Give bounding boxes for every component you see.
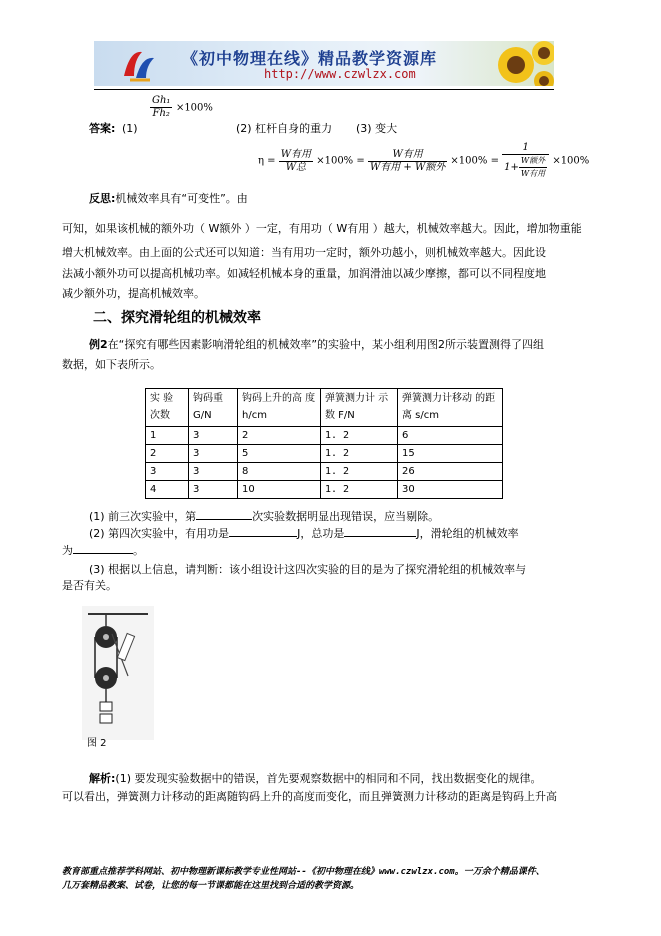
section-title: 二、探究滑轮组的机械效率 [93, 310, 261, 326]
example-line-2: 数据，如下表所示。 [62, 358, 161, 371]
q2-text-e: 。 [133, 544, 144, 557]
question-1 [89, 508, 439, 525]
table-header-row [146, 389, 503, 427]
q1-answer-blank[interactable] [196, 508, 252, 520]
pulley-system-figure [82, 606, 154, 740]
example-text: 在“探究有哪些因素影响滑轮组的机械效率”的实验中，某小组利用图2所示装置测得了四组 [107, 338, 545, 351]
q1-text-b: 次实验数据明显出现错误，应当剔除。 [252, 510, 440, 523]
table-header-cell: 钩码上升的高 度 h/cm [238, 389, 321, 427]
q2-efficiency-blank[interactable] [73, 542, 133, 554]
table-cell: 4 [146, 481, 189, 499]
analysis-label: 解析: [89, 772, 116, 785]
table-header-cell: 钩码重 G/N [189, 389, 238, 427]
table-cell: 26 [398, 463, 503, 481]
question-2 [89, 525, 519, 542]
table-row [146, 481, 503, 499]
q2-text-d: 为 [62, 544, 73, 557]
formula1-tail: ×100% [175, 102, 213, 114]
answer-part1-number: (1) [122, 122, 138, 135]
reflection-intro [89, 191, 248, 207]
reflection-line-2: 增大机械效率。由上面的公式还可以知道：当有用功一定时，额外功越小，则机械效率越大。因此设 [62, 246, 546, 259]
q2-text-b: J，总功是 [297, 527, 345, 540]
q2-total-work-blank[interactable] [344, 525, 416, 537]
answer-part2: (2) 杠杆自身的重力 [236, 122, 333, 135]
table-cell: 2 [238, 427, 321, 445]
answer-label: 答案: [89, 122, 116, 135]
example-line-1 [89, 337, 544, 353]
f3-den-one-plus: 1+ [504, 162, 519, 173]
example-label: 例2 [89, 338, 108, 351]
table-header-cell: 实 验 次数 [146, 389, 189, 427]
q1-text-a: (1) 前三次实验中，第 [89, 510, 197, 523]
table-cell: 3 [189, 481, 238, 499]
question-2-cont [62, 542, 144, 559]
table-cell: 8 [238, 463, 321, 481]
table-header-cell: 弹簧测力计移动 的距离 s/cm [398, 389, 503, 427]
table-cell: 3 [189, 445, 238, 463]
formula1-numerator: Gh₁ [152, 95, 171, 106]
table-row [146, 463, 503, 481]
q2-text-c: J，滑轮组的机械效率 [416, 527, 519, 540]
table-cell: 3 [146, 463, 189, 481]
analysis-line-2: 可以看出，弹簧测力计移动的距离随钩码上升的高度而变化，而且弹簧测力计移动的距离是钩码上升高 [62, 790, 557, 803]
f3-inner-denominator: W有用 [520, 169, 546, 178]
efficiency-formula [258, 142, 589, 180]
figure-caption: 图 2 [87, 738, 107, 749]
f2-denominator: W有用 + W额外 [369, 161, 446, 173]
f1-denominator: W总 [285, 161, 307, 173]
f2-numerator: W有用 [368, 149, 447, 162]
table-cell: 2 [146, 445, 189, 463]
table-cell: 1. 2 [321, 427, 398, 445]
table-cell: 30 [398, 481, 503, 499]
table-cell: 1. 2 [321, 445, 398, 463]
footer-line-1: 教育部重点推荐学科网站、初中物理新课标教学专业性网站--《初中物理在线》www.czwlzx.com。一万余个精品课件、 [62, 867, 545, 877]
answer-part3: (3) 变大 [356, 122, 398, 135]
times-100-3: ×100% [552, 155, 590, 167]
formula1-denominator: Fh₂ [152, 108, 170, 119]
data-table [145, 388, 503, 499]
reflection-line-1: 可知，如果该机械的额外功（ W额外 ）一定，有用功（ W有用 ）越大，机械效率越大。因此，增加物重能 [62, 222, 582, 235]
table-row [146, 445, 503, 463]
times-100-1: ×100% = [316, 155, 365, 167]
table-cell: 6 [398, 427, 503, 445]
header-banner [94, 41, 554, 86]
reflection-line-4: 减少额外功，提高机械效率。 [62, 287, 205, 300]
header-rule [94, 89, 554, 90]
f3-inner-numerator: W额外 [519, 155, 547, 168]
table-cell: 15 [398, 445, 503, 463]
question-3-line-2: 是否有关。 [62, 579, 117, 592]
site-logo-icon [120, 46, 158, 82]
q2-useful-work-blank[interactable] [229, 525, 297, 537]
table-cell: 3 [189, 427, 238, 445]
banner-title: 《初中物理在线》精品教学资源库 [182, 49, 438, 68]
question-3-line-1: (3) 根据以上信息，请判断：该小组设计这四次实验的目的是为了探究滑轮组的机械效率与 [89, 563, 527, 576]
table-header-cell: 弹簧测力计 示数 F/N [321, 389, 398, 427]
q2-text-a: (2) 第四次实验中，有用功是 [89, 527, 230, 540]
table-cell: 1 [146, 427, 189, 445]
analysis-text: (1) 要发现实验数据中的错误，首先要观察数据中的相同和不同，找出数据变化的规律。 [115, 772, 542, 785]
reflection-line-3: 法减小额外功可以提高机械功率。如减轻机械本身的重量，加润滑油以减少摩擦，都可以不同程度地 [62, 267, 546, 280]
table-cell: 1. 2 [321, 481, 398, 499]
f3-numerator: 1 [502, 142, 549, 155]
sunflower-icon [494, 41, 554, 86]
table-cell: 10 [238, 481, 321, 499]
f1-numerator: W有用 [280, 148, 312, 160]
table-cell: 3 [189, 463, 238, 481]
answer-formula [150, 95, 213, 120]
table-row [146, 427, 503, 445]
table-cell: 5 [238, 445, 321, 463]
reflection-text: 机械效率具有“可变性”。由 [115, 192, 248, 205]
banner-url[interactable]: http://www.czwlzx.com [264, 67, 416, 81]
reflection-label: 反思: [89, 192, 116, 205]
table-cell: 1. 2 [321, 463, 398, 481]
eta-symbol: η = [258, 155, 276, 167]
times-100-2: ×100% = [450, 155, 499, 167]
footer-line-2: 几万套精品教案、试卷，让您的每一节课都能在这里找到合适的教学资源。 [62, 881, 360, 891]
analysis-line-1 [89, 771, 541, 787]
